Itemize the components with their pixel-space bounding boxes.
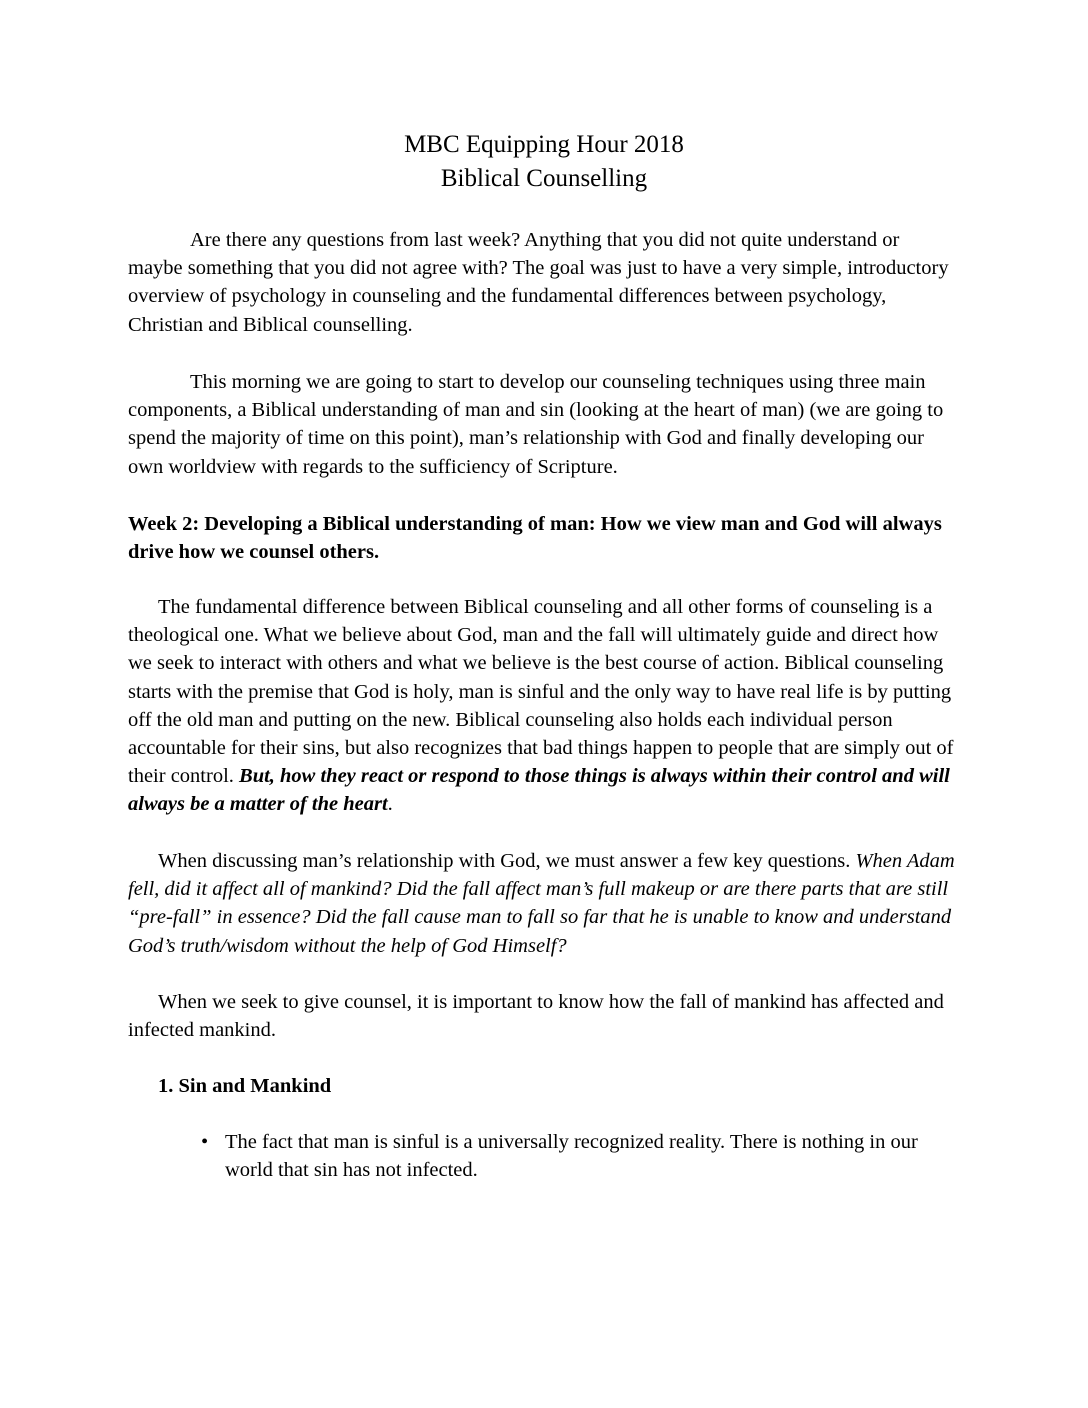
document-title	[0, 128, 1088, 196]
week-heading: Week 2: Developing a Biblical understanding of man: How we view man and God will always drive how we counsel others.	[128, 513, 942, 564]
relationship-questions: When Adam fell, did it affect all of mankind? Did the fall affect man’s full makeup or are there parts that are still “pre-fall” in essence? Did the fall cause man to fall so far that he is unable to know and understand God’s truth/wisdom without the help of God Himself?	[128, 850, 955, 957]
bullet-icon: •	[201, 1131, 209, 1153]
body-paragraph-relationship	[128, 847, 958, 960]
intro-paragraph-1: Are there any questions from last week? Anything that you did not quite understand or maybe something that you did not agree with? The goal was just to have a very simple, introductory overview of psychology in counseling and the fundamental differences between psychology, Christian and Biblical counselling.	[128, 229, 949, 336]
body-paragraph-theology	[128, 593, 958, 819]
intro-paragraph-2: This morning we are going to start to develop our counseling techniques using three main components, a Biblical understanding of man and sin (looking at the heart of man) (we are going to spend the majority of time on this point), man’s relationship with God and finally developing our own worldview with regards to the sufficiency of Scripture.	[128, 371, 944, 478]
theology-text: The fundamental difference between Biblical counseling and all other forms of counseling is a theological one. What we believe about God, man and the fall will ultimately guide and direct how we seek to interact with others and what we believe is the best course of action. Biblical counseling starts with the premise that God is holy, man is sinful and the only way to have real life is by putting off the old man and putting on the new. Biblical counseling also holds each individual person accountable for their sins, but also recognizes that bad things happen to people that are simply out of their control.	[128, 596, 954, 788]
title-line-1: MBC Equipping Hour 2018	[404, 131, 684, 158]
list-item	[158, 1128, 958, 1184]
body-paragraph-counsel: When we seek to give counsel, it is important to know how the fall of mankind has affected and infected mankind.	[128, 991, 944, 1042]
bullet-text: The fact that man is sinful is a universally recognized reality. There is nothing in our world that sin has not infected.	[225, 1131, 918, 1182]
theology-emphasis: But, how they react or respond to those things is always within their control and will always be a matter of the heart	[128, 765, 950, 816]
sin-bullet-list	[158, 1128, 958, 1184]
theology-end: .	[387, 793, 393, 816]
title-line-2: Biblical Counselling	[440, 165, 648, 192]
relationship-text: When discussing man’s relationship with God, we must answer a few key questions.	[158, 850, 856, 872]
section-heading-sin-and-mankind: 1. Sin and Mankind	[158, 1075, 332, 1097]
